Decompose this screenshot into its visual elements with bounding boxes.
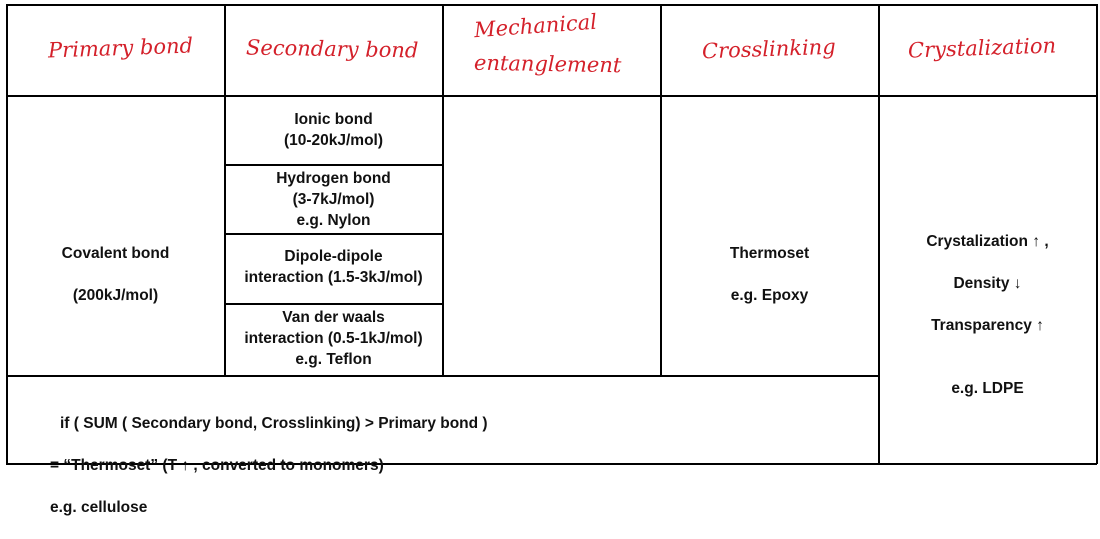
footer-line1: if ( SUM ( Secondary bond, Crosslinking) > Primary bond ) [60,415,488,432]
footer-line3: e.g. cellulose [50,499,148,516]
grid-footer-separator [6,375,879,377]
header-primary-bond: Primary bond [47,33,194,63]
primary-bond-line2: (200kJ/mol) [72,287,159,304]
secondary-bond-dipole: Dipole-dipole interaction (1.5-3kJ/mol) [244,248,423,286]
crosslinking-line2: e.g. Epoxy [730,287,809,304]
footer-line2: = “Thermoset” (T ↑ , converted to monomers) [50,457,384,474]
grid-secondary-sep-2 [224,233,443,235]
crosslinking-line1: Thermoset [729,245,810,262]
secondary-bond-ionic: Ionic bond (10-20kJ/mol) [283,111,384,149]
header-mechanical-line2: entanglement [473,50,622,78]
crystalization-line4: e.g. LDPE [951,380,1024,397]
crosslinking-cell [660,222,879,327]
primary-bond-line1: Covalent bond [61,245,170,262]
grid-secondary-sep-3 [224,303,443,305]
header-mechanical-line1: Mechanical [473,9,598,43]
crystalization-line2: Density ↓ [953,275,1022,292]
grid-header-separator [6,95,1097,97]
header-crystalization: Crystalization [907,33,1057,63]
crystalization-line3: Transparency ↑ [931,317,1044,334]
footer-cell [50,392,810,539]
secondary-bond-hydrogen: Hydrogen bond (3-7kJ/mol) e.g. Nylon [276,170,391,229]
header-crosslinking: Crosslinking [701,34,837,64]
grid-secondary-sep-1 [224,164,443,166]
header-secondary-bond: Secondary bond [245,35,419,63]
crystalization-cell [878,210,1097,420]
primary-bond-cell [6,222,225,327]
crystalization-line1: Crystalization ↑ , [926,233,1049,250]
grid-top-border [6,4,1097,6]
secondary-bond-van-der-waals: Van der waals interaction (0.5-1kJ/mol) e.g. Teflon [244,309,423,368]
